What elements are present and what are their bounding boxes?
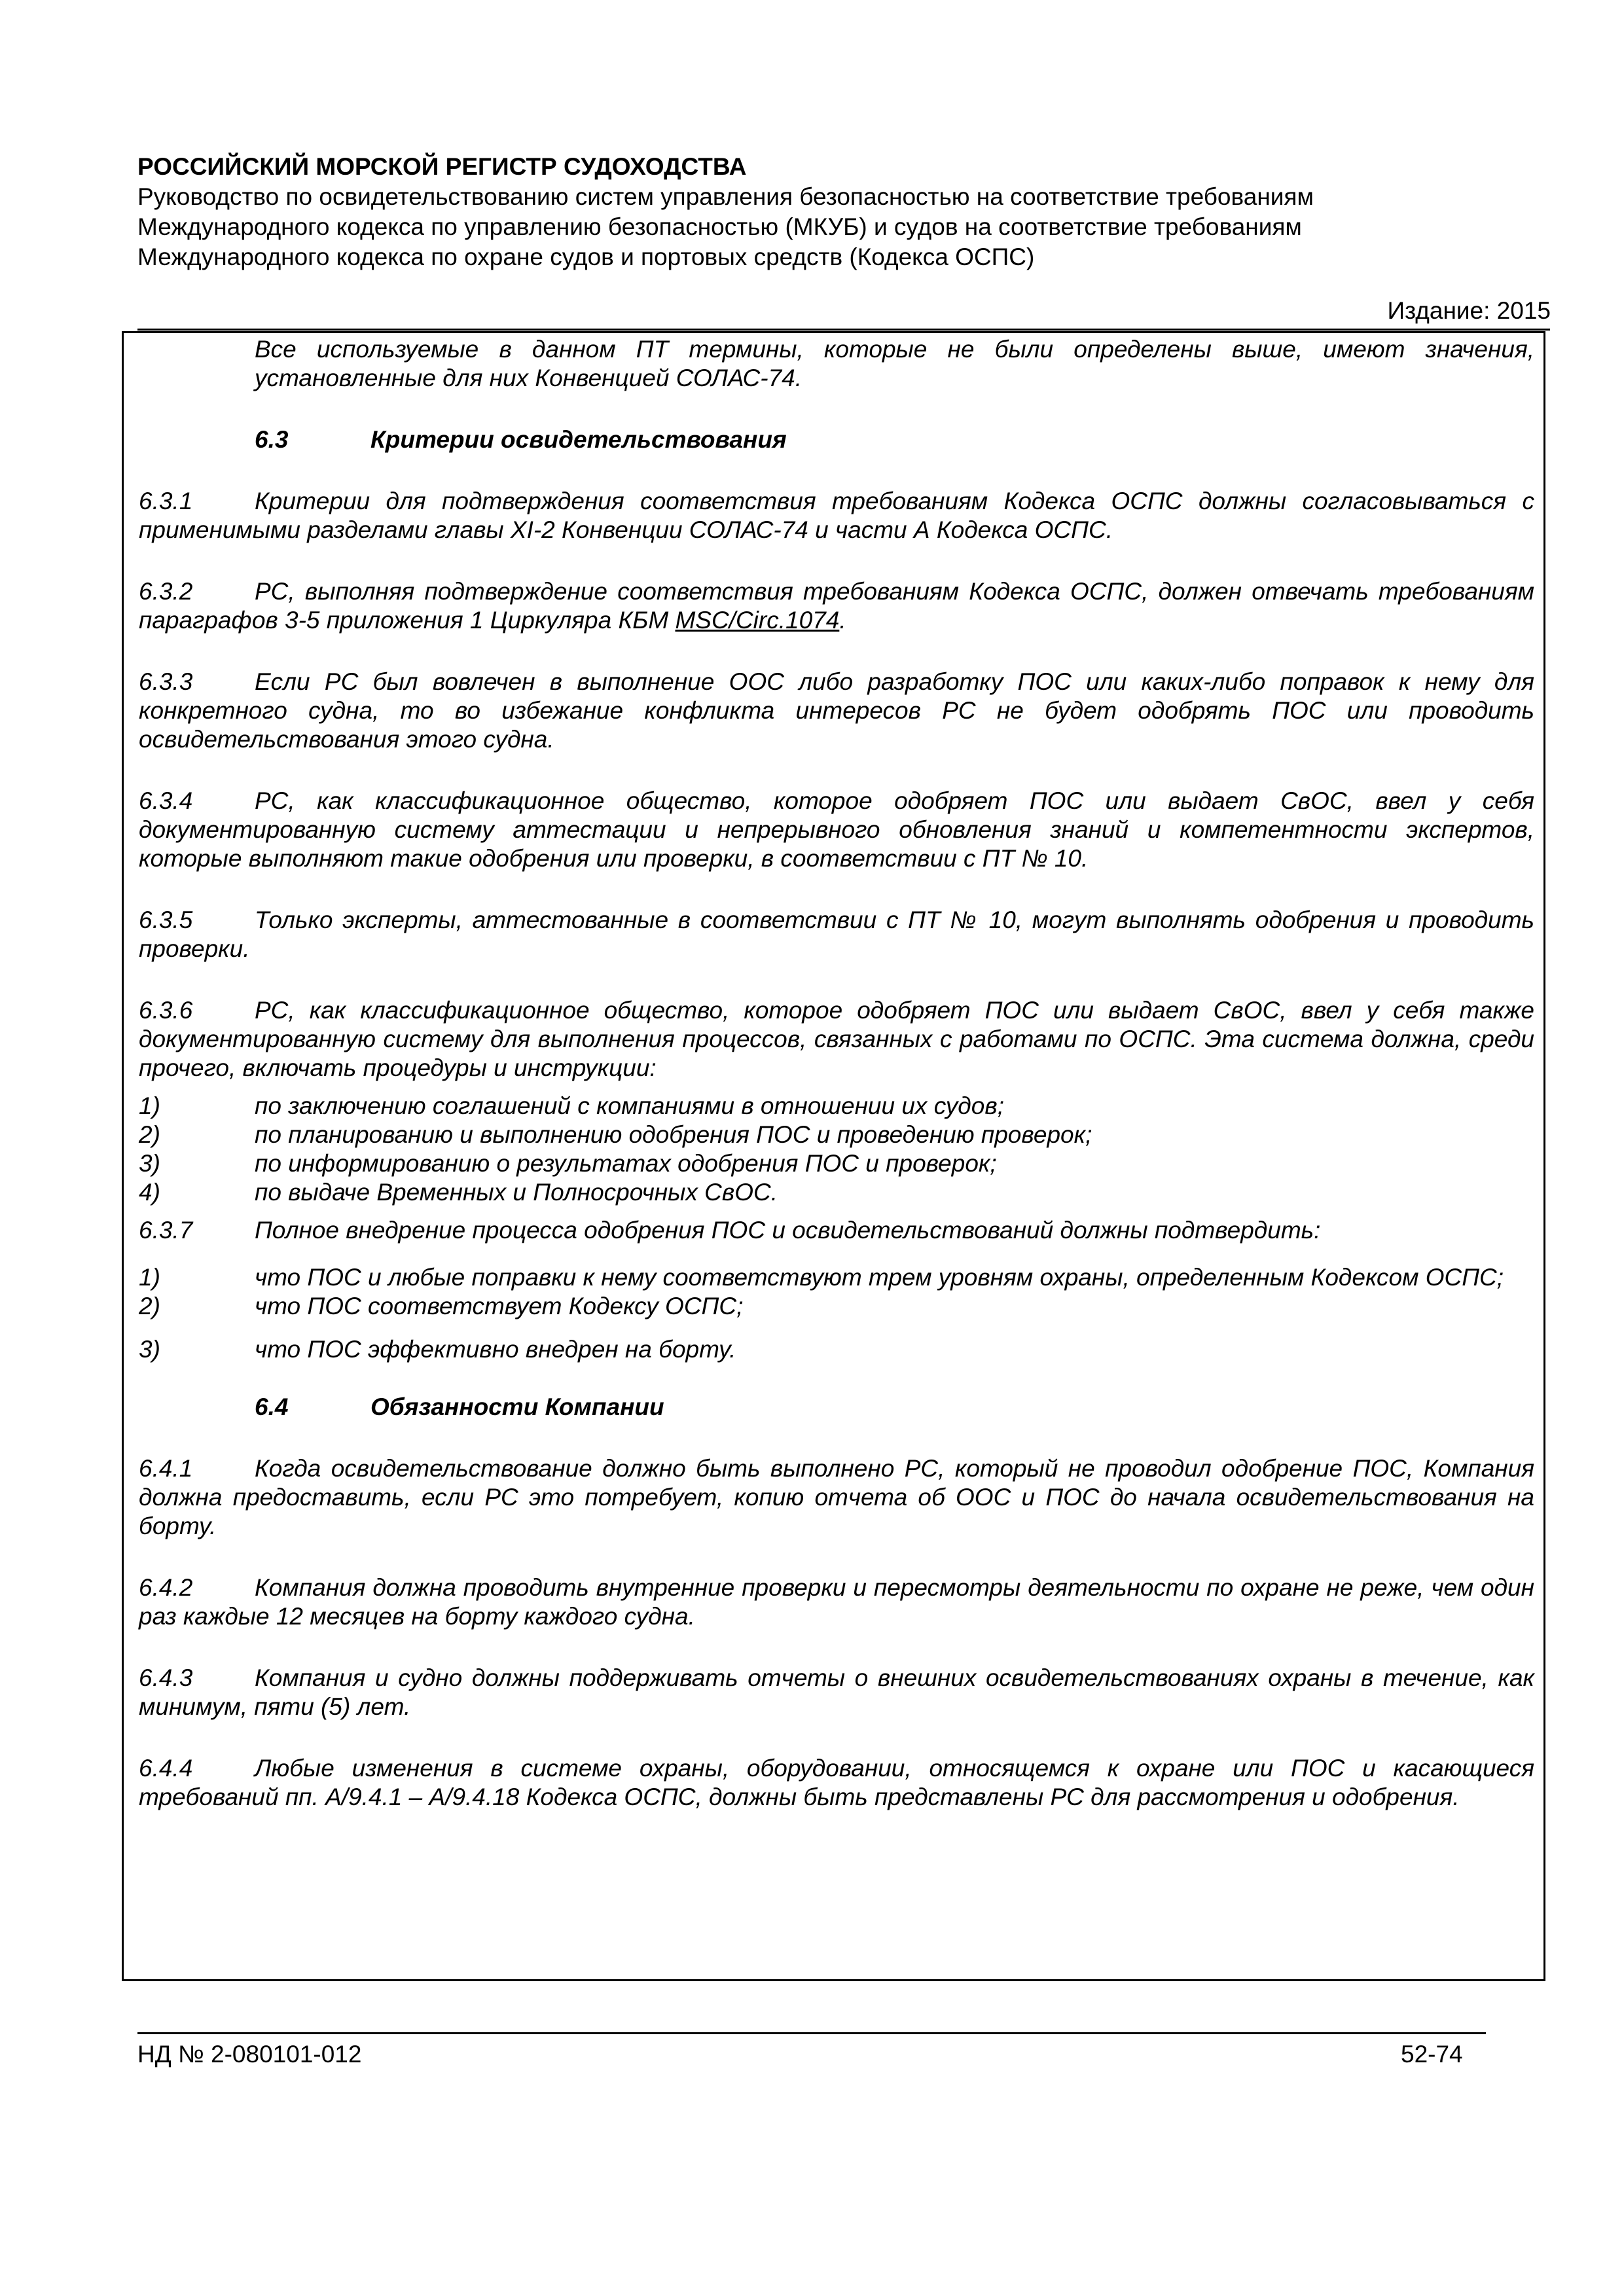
clause-text: Если РС был вовлечен в выполнение ООС либо разработку ПОС или каких-либо поправок к нему для конкретного судна, то во избежание конфликта интересов РС не будет одобрять ПОС или проводить освидетельствования этого судна. (139, 668, 1534, 753)
guide-title-line-1: Руководство по освидетельствованию систем управления безопасностью на соответствие требованиям (137, 183, 1314, 210)
clause-number: 6.3.5 (139, 906, 193, 933)
clause-number: 6.3.2 (139, 578, 193, 605)
list-item: 2) по планированию и выполнению одобрения ПОС и проведению проверок; (139, 1121, 1092, 1148)
section-6-4-heading (139, 1393, 1534, 1422)
intro-paragraph: Все используемые в данном ПТ термины, которые не были определены выше, имеют значения, установленные для них Конвенцией СОЛАС-74. (255, 336, 1534, 391)
document-body (139, 335, 1534, 1812)
clause-6-4-3 (139, 1664, 1534, 1721)
clause-number: 6.3.3 (139, 668, 193, 695)
clause-6-3-6 (139, 996, 1534, 1083)
list-item: 2) что ПОС соответствует Кодексу ОСПС; (139, 1293, 744, 1319)
list-item: 4) по выдаче Временных и Полносрочных СвОС. (139, 1179, 778, 1206)
clause-text: Любые изменения в системе охраны, оборудовании, относящемся к охране или ПОС и касающиеся требований пп. А/9.4.1 – А/9.4.18 Кодекса ОСПС, должны быть представлены РС для рассмотрения и одобрения. (139, 1755, 1534, 1810)
section-number: 6.3 (255, 426, 289, 453)
guide-title-line-2: Международного кодекса по управлению безопасностью (МКУБ) и судов на соответствие требованиям (137, 213, 1302, 240)
clause-6-3-3 (139, 668, 1534, 754)
clause-number: 6.4.3 (139, 1664, 193, 1691)
edition-label: Издание: 2015 (1387, 297, 1551, 324)
guide-title-line-3: Международного кодекса по охране судов и портовых средств (Кодекса ОСПС) (137, 243, 1035, 270)
section-title: Обязанности Компании (370, 1393, 664, 1420)
list-item: 3) по информированию о результатах одобрения ПОС и проверок; (139, 1150, 997, 1177)
clause-number: 6.3.4 (139, 787, 193, 814)
clause-text: Критерии для подтверждения соответствия требованиям Кодекса ОСПС должны согласовываться с применимыми разделами главы XI-2 Конвенции СОЛАС-74 и части А Кодекса ОСПС. (139, 488, 1534, 543)
page-number: 52-74 (1401, 2041, 1463, 2068)
section-number: 6.4 (255, 1393, 289, 1420)
list-item: 1) что ПОС и любые поправки к нему соответствуют трем уровням охраны, определенным Кодексом ОСПС; (139, 1264, 1504, 1291)
msc-circ-link[interactable]: MSC/Circ.1074 (675, 607, 840, 634)
clause-text: Полное внедрение процесса одобрения ПОС и освидетельствований должны подтвердить: (255, 1217, 1321, 1244)
footer-divider (137, 2032, 1486, 2034)
clause-text: РС, как классификационное общество, которое одобряет ПОС или выдает СвОС, ввел у себя также документированную систему для выполнения процессов, связанных с работами по ОСПС. Эта система должна, среди прочего, включать процедуры и инструкции: (139, 997, 1534, 1081)
clause-6-3-1 (139, 487, 1534, 545)
document-header (137, 152, 1545, 272)
clause-6-4-2 (139, 1573, 1534, 1631)
clause-text: Только эксперты, аттестованные в соответствии с ПТ № 10, могут выполнять одобрения и проводить проверки. (139, 906, 1534, 962)
organization-name: РОССИЙСКИЙ МОРСКОЙ РЕГИСТР СУДОХОДСТВА (137, 153, 747, 180)
clause-text: РС, выполняя подтверждение соответствия требованиям Кодекса ОСПС, должен отвечать требованиям параграфов 3-5 приложения 1 Циркуляра КБМ (139, 578, 1534, 634)
clause-text: Когда освидетельствование должно быть выполнено РС, который не проводил одобрение ПОС, Компания должна предоставить, если РС это потребует, копию отчета об ООС и ПОС до начала освидетельствования на борту. (139, 1455, 1534, 1539)
clause-6-4-4 (139, 1754, 1534, 1812)
clause-number: 6.3.1 (139, 488, 193, 514)
clause-text: Компания должна проводить внутренние проверки и пересмотры деятельности по охране не реже, чем один раз каждые 12 месяцев на борту каждого судна. (139, 1574, 1534, 1630)
clause-6-4-1 (139, 1454, 1534, 1541)
clause-6-3-4 (139, 787, 1534, 873)
clause-number: 6.3.7 (139, 1217, 193, 1244)
list-item: 1) по заключению соглашений с компаниями в отношении их судов; (139, 1092, 1004, 1119)
clause-text: РС, как классификационное общество, которое одобряет ПОС или выдает СвОС, ввел у себя документированную систему аттестации и непрерывного обновления знаний и компетентности экспертов, которые выполняют такие одобрения или проверки, в соответствии с ПТ № 10. (139, 787, 1534, 872)
clause-6-3-5 (139, 906, 1534, 963)
clause-text: Компания и судно должны поддерживать отчеты о внешних освидетельствованиях охраны в течение, как минимум, пяти (5) лет. (139, 1664, 1534, 1720)
section-6-3-heading (139, 425, 1534, 454)
document-number: НД № 2-080101-012 (137, 2041, 362, 2068)
section-title: Критерии освидетельствования (370, 426, 787, 453)
clause-number: 6.4.2 (139, 1574, 193, 1601)
clause-number: 6.3.6 (139, 997, 193, 1024)
list-item: 3) что ПОС эффективно внедрен на борту. (139, 1336, 736, 1363)
clause-6-3-7 (139, 1216, 1534, 1245)
list-6-3-6 (139, 1092, 1534, 1207)
clause-number: 6.4.4 (139, 1755, 193, 1782)
list-6-3-7 (139, 1263, 1534, 1364)
clause-number: 6.4.1 (139, 1455, 193, 1482)
clause-6-3-2: 6.3.2 РС, выполняя подтверждение соответствия требованиям Кодекса ОСПС, должен отвечать требованиям параграфов 3-5 приложения 1 Циркуляра КБМ MSC/Circ.1074. (139, 578, 1534, 634)
header-divider (137, 329, 1550, 331)
